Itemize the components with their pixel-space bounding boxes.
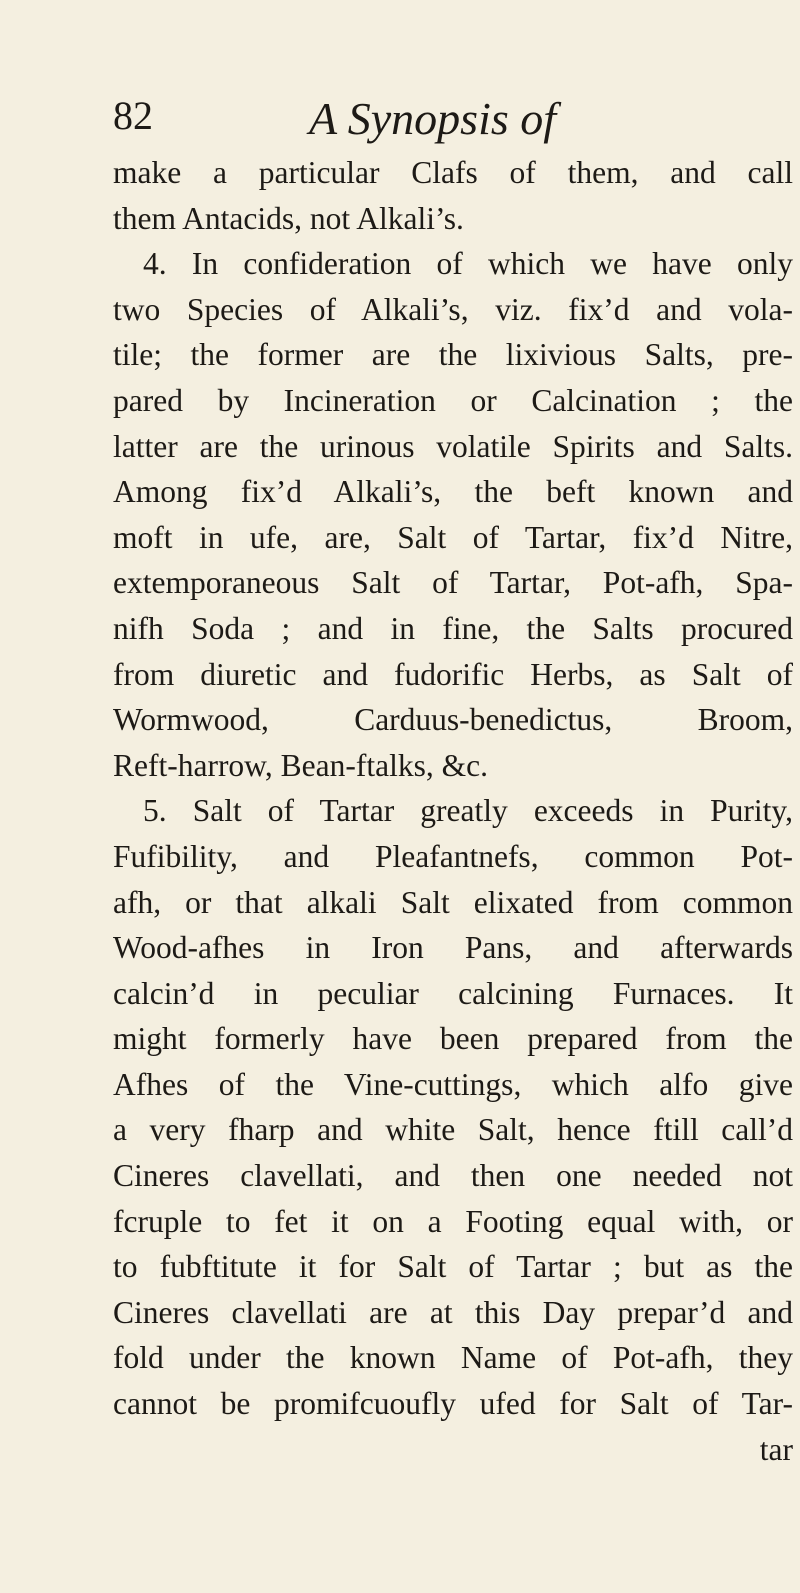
text-line: Fufibility, and Pleafantnefs, common Pot- [113, 838, 793, 874]
text-line: Afhes of the Vine-cuttings, which alfo give [113, 1066, 793, 1102]
text-line: pared by Incineration or Calcination ; the [113, 382, 793, 418]
text-line: tar [759, 1431, 793, 1467]
text-line: Cineres clavellati, and then one needed not [113, 1158, 793, 1194]
text-line: calcin’d in peculiar calcining Furnaces. It [113, 975, 793, 1011]
text-line: two Species of Alkali’s, viz. fix’d and vola- [113, 291, 793, 327]
text-line: cannot be promifcuoufly ufed for Salt of Tar- [113, 1386, 793, 1422]
text-line: nifh Soda ; and in fine, the Salts procured [113, 610, 793, 646]
text-line: 4. In confideration of which we have only [143, 246, 793, 282]
text-line: extemporaneous Salt of Tartar, Pot-afh, Spa- [113, 565, 793, 601]
text-line: afh, or that alkali Salt elixated from common [113, 884, 793, 920]
text-line: latter are the urinous volatile Spirits and Salts. [113, 428, 793, 464]
page-header [113, 92, 733, 152]
text-line: Reft-harrow, Bean-ftalks, &c. [113, 747, 488, 783]
text-line: Wormwood, Carduus-benedictus, Broom, [113, 702, 793, 738]
text-line: fcruple to fet it on a Footing equal with, or [113, 1203, 793, 1239]
text-line: Among fix’d Alkali’s, the beft known and [113, 474, 793, 510]
page-number: 82 [113, 93, 153, 138]
text-line: from diuretic and fudorific Herbs, as Salt of [113, 656, 793, 692]
text-line: fold under the known Name of Pot-afh, they [113, 1340, 793, 1376]
body-text [113, 150, 793, 1472]
text-line: 5. Salt of Tartar greatly exceeds in Purity, [143, 793, 793, 829]
text-line: them Antacids, not Alkali’s. [113, 200, 464, 236]
text-line: make a particular Clafs of them, and call [113, 155, 793, 190]
text-line: moft in ufe, are, Salt of Tartar, fix’d Nitre, [113, 519, 793, 555]
running-title: A Synopsis of [309, 93, 557, 144]
text-line: Wood-afhes in Iron Pans, and afterwards [113, 930, 793, 966]
text-line: might formerly have been prepared from the [113, 1021, 793, 1057]
text-line: to fubftitute it for Salt of Tartar ; but as the [113, 1249, 793, 1285]
text-line: Cineres clavellati are at this Day prepar’d and [113, 1294, 793, 1330]
text-line: tile; the former are the lixivious Salts, pre- [113, 337, 793, 373]
text-line: a very fharp and white Salt, hence ftill call’d [113, 1112, 793, 1148]
